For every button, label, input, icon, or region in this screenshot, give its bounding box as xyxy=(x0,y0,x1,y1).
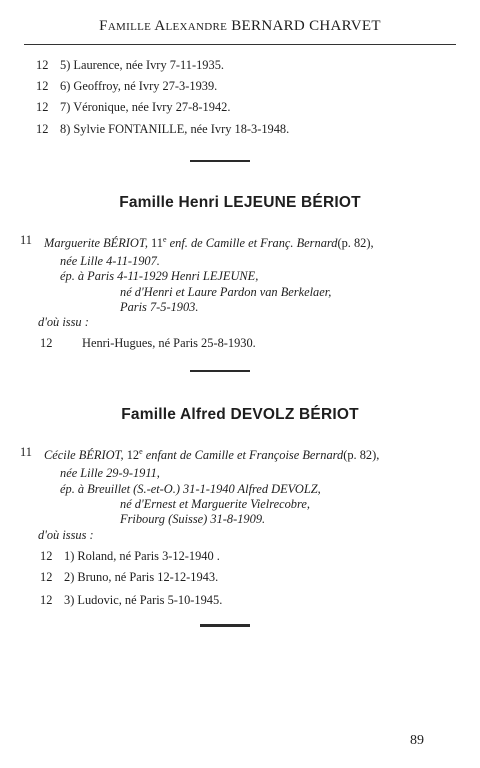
parentage: enfant de Camille et Françoise Bernard xyxy=(145,448,344,463)
section-separator xyxy=(200,624,250,627)
header-rule xyxy=(24,44,456,45)
page-number: 89 xyxy=(410,733,424,748)
parentage: enf. de Camille et Franç. Bernard xyxy=(169,236,338,251)
child-entry: Henri-Hugues, né Paris 25-8-1930. xyxy=(82,336,256,350)
section-separator xyxy=(190,370,250,372)
family-title: Famille Alfred DEVOLZ BÉRIOT xyxy=(121,406,359,423)
person-entry xyxy=(44,233,374,250)
generation-number: 12 xyxy=(40,549,53,563)
marriage-line: ép. à Paris 4-11-1929 Henri LEJEUNE, xyxy=(60,269,259,283)
person-entry xyxy=(44,445,379,462)
running-head-name: BERNARD CHARVET xyxy=(231,18,381,34)
generation-number: 12 xyxy=(40,570,53,584)
child-entry: 5) Laurence, née Ivry 7-11-1935. xyxy=(60,58,224,72)
child-entry: 2) Bruno, né Paris 12-12-1943. xyxy=(64,570,219,584)
generation-number: 12 xyxy=(40,593,53,607)
marriage-line: ép. à Breuillet (S.-et-O.) 31-1-1940 Alfred DEVOLZ, xyxy=(60,482,321,496)
birth-line: née Lille 29-9-1911, xyxy=(60,466,160,480)
child-entry: 7) Véronique, née Ivry 27-8-1942. xyxy=(60,100,231,114)
birth-order: 12 xyxy=(126,448,140,463)
child-entry: 8) Sylvie FONTANILLE, née Ivry 18-3-1948. xyxy=(60,122,290,136)
birth-order-suffix: e xyxy=(139,447,143,456)
spouse-birth-line: Fribourg (Suisse) 31-8-1909. xyxy=(120,512,266,526)
page-reference: (p. 82), xyxy=(337,236,374,251)
spouse-parents-line: né d'Ernest et Marguerite Vielrecobre, xyxy=(120,497,310,511)
person-name: Marguerite BÉRIOT, xyxy=(44,236,148,251)
issue-label: d'où issus : xyxy=(38,528,94,542)
spouse-parents-line: né d'Henri et Laure Pardon van Berkelaer, xyxy=(120,285,332,299)
generation-number: 11 xyxy=(20,233,32,247)
child-entry: 3) Ludovic, né Paris 5-10-1945. xyxy=(64,593,223,607)
generation-number: 12 xyxy=(36,100,49,114)
page-reference: (p. 82), xyxy=(343,448,380,463)
birth-line: née Lille 4-11-1907. xyxy=(60,254,160,268)
generation-number: 12 xyxy=(40,336,53,350)
birth-order-suffix: e xyxy=(162,235,167,244)
child-entry: 1) Roland, né Paris 3-12-1940 . xyxy=(64,549,220,563)
running-head-prefix: Famille Alexandre xyxy=(99,18,228,34)
generation-number: 12 xyxy=(36,58,49,72)
generation-number: 12 xyxy=(36,122,49,136)
family-title: Famille Henri LEJEUNE BÉRIOT xyxy=(119,194,361,211)
running-head xyxy=(0,18,480,35)
generation-number: 12 xyxy=(36,79,49,93)
generation-number: 11 xyxy=(20,445,32,459)
issue-label: d'où issu : xyxy=(38,315,89,329)
person-name: Cécile BÉRIOT, xyxy=(44,448,124,463)
child-entry: 6) Geoffroy, né Ivry 27-3-1939. xyxy=(60,79,218,93)
birth-order: 11 xyxy=(151,236,163,251)
section-separator xyxy=(190,160,250,162)
spouse-birth-line: Paris 7-5-1903. xyxy=(120,300,199,314)
